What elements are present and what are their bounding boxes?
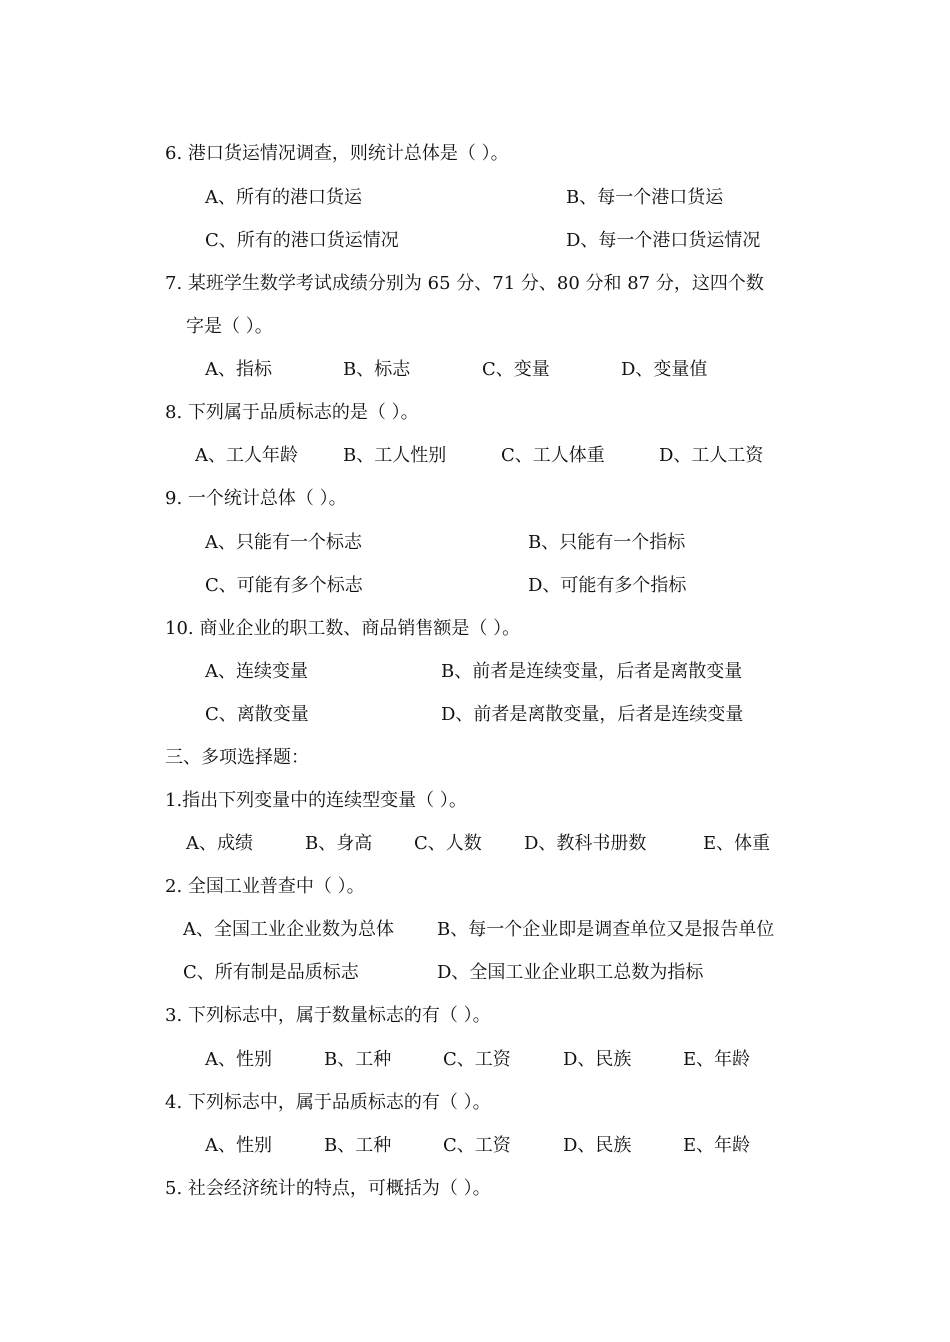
multi-question-3-option-d: D、民族 bbox=[563, 1049, 632, 1070]
question-6-option-c: C、所有的港口货运情况 bbox=[205, 230, 399, 251]
question-10-option-d: D、前者是离散变量，后者是连续变量 bbox=[441, 704, 744, 725]
multi-question-2-option-c: C、所有制是品质标志 bbox=[183, 962, 359, 983]
multi-question-3-option-e: E、年龄 bbox=[683, 1049, 751, 1070]
question-8-option-c: C、工人体重 bbox=[501, 445, 605, 466]
question-8-stem: 8. 下列属于品质标志的是（ ）。 bbox=[165, 402, 419, 423]
multi-question-2-option-a: A、全国工业企业数为总体 bbox=[183, 919, 394, 940]
question-9-option-b: B、只能有一个指标 bbox=[528, 532, 686, 553]
multi-question-4-option-a: A、性别 bbox=[205, 1135, 272, 1156]
multi-question-3-option-a: A、性别 bbox=[205, 1049, 272, 1070]
multi-question-4-option-c: C、工资 bbox=[443, 1135, 511, 1156]
question-7-option-d: D、变量值 bbox=[621, 359, 708, 380]
multi-question-5-stem: 5. 社会经济统计的特点，可概括为（ ）。 bbox=[165, 1178, 491, 1199]
section-title-multiple-choice: 三、多项选择题： bbox=[165, 747, 309, 768]
question-6-option-a: A、所有的港口货运 bbox=[205, 187, 362, 208]
multi-question-1-option-e: E、体重 bbox=[703, 833, 771, 854]
multi-question-1-option-a: A、成绩 bbox=[186, 833, 253, 854]
question-6-option-d: D、每一个港口货运情况 bbox=[566, 230, 761, 251]
question-7-option-b: B、标志 bbox=[343, 359, 411, 380]
multi-question-3-option-b: B、工种 bbox=[324, 1049, 392, 1070]
multi-question-4-stem: 4. 下列标志中，属于品质标志的有（ ）。 bbox=[165, 1092, 491, 1113]
multi-question-1-option-b: B、身高 bbox=[305, 833, 373, 854]
question-10-option-b: B、前者是连续变量，后者是离散变量 bbox=[441, 661, 743, 682]
multi-question-1-stem: 1.指出下列变量中的连续型变量（ ）。 bbox=[165, 790, 467, 811]
multi-question-3-stem: 3. 下列标志中，属于数量标志的有（ ）。 bbox=[165, 1005, 491, 1026]
question-7-stem-cont: 字是（ ）。 bbox=[186, 316, 273, 337]
question-7-stem: 7. 某班学生数学考试成绩分别为 65 分、71 分、80 分和 87 分，这四个数 bbox=[165, 273, 764, 294]
multi-question-2-option-d: D、全国工业企业职工总数为指标 bbox=[437, 962, 704, 983]
question-9-option-c: C、可能有多个标志 bbox=[205, 575, 363, 596]
multi-question-1-option-d: D、教科书册数 bbox=[524, 833, 647, 854]
multi-question-4-option-d: D、民族 bbox=[563, 1135, 632, 1156]
question-10-option-a: A、连续变量 bbox=[205, 661, 308, 682]
multi-question-4-option-b: B、工种 bbox=[324, 1135, 392, 1156]
question-10-stem: 10. 商业企业的职工数、商品销售额是（ ）。 bbox=[165, 618, 521, 639]
question-7-option-a: A、指标 bbox=[205, 359, 272, 380]
question-6-option-b: B、每一个港口货运 bbox=[566, 187, 724, 208]
question-8-option-d: D、工人工资 bbox=[659, 445, 764, 466]
question-6-stem: 6. 港口货运情况调查，则统计总体是（ ）。 bbox=[165, 143, 509, 164]
multi-question-3-option-c: C、工资 bbox=[443, 1049, 511, 1070]
question-9-option-d: D、可能有多个指标 bbox=[528, 575, 687, 596]
multi-question-1-option-c: C、人数 bbox=[414, 833, 482, 854]
question-10-option-c: C、离散变量 bbox=[205, 704, 309, 725]
question-7-option-c: C、变量 bbox=[482, 359, 550, 380]
question-9-stem: 9. 一个统计总体（ ）。 bbox=[165, 488, 347, 509]
question-9-option-a: A、只能有一个标志 bbox=[205, 532, 362, 553]
question-8-option-b: B、工人性别 bbox=[343, 445, 447, 466]
question-8-option-a: A、工人年龄 bbox=[195, 445, 298, 466]
multi-question-2-option-b: B、每一个企业即是调查单位又是报告单位 bbox=[437, 919, 775, 940]
multi-question-2-stem: 2. 全国工业普查中（ ）。 bbox=[165, 876, 365, 897]
multi-question-4-option-e: E、年龄 bbox=[683, 1135, 751, 1156]
